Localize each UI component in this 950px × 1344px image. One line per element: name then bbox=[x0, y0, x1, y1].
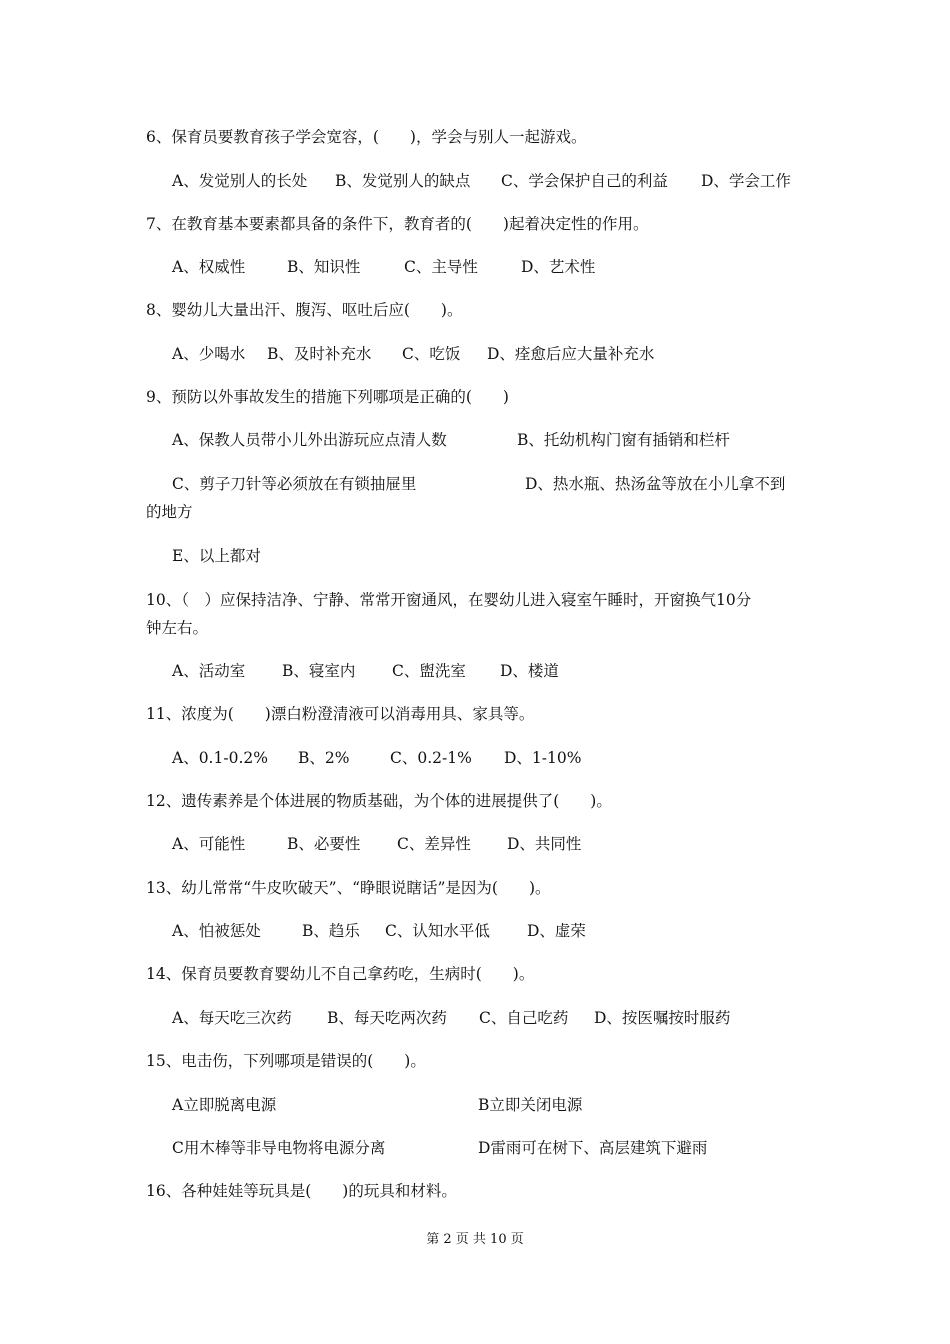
question-9-options-row2 bbox=[172, 474, 785, 494]
option-a: A、少喝水 bbox=[172, 345, 246, 363]
option-a: A、每天吃三次药 bbox=[172, 1009, 292, 1027]
option-d: D、痊愈后应大量补充水 bbox=[487, 345, 655, 363]
option-b: B、发觉别人的缺点 bbox=[335, 172, 471, 190]
question-14-options bbox=[172, 1008, 730, 1028]
option-d: D、楼道 bbox=[500, 662, 559, 680]
option-d: D、按医嘱按时服药 bbox=[594, 1009, 731, 1027]
option-d: D、共同性 bbox=[507, 835, 582, 853]
question-13-stem: 13、幼儿常常“牛皮吹破天”、“睁眼说瞎话”是因为( )。 bbox=[146, 879, 551, 897]
option-c: C、主导性 bbox=[404, 258, 478, 276]
question-15-options-row2 bbox=[172, 1138, 707, 1158]
option-d: D、艺术性 bbox=[521, 258, 596, 276]
question-8-stem: 8、婴幼儿大量出汗、腹泻、呕吐后应( )。 bbox=[146, 301, 463, 319]
question-12-options bbox=[172, 834, 581, 854]
option-c: C、认知水平低 bbox=[385, 922, 490, 940]
question-9-options-row1 bbox=[172, 430, 730, 450]
question-10-stem-wrap: 钟左右。 bbox=[146, 619, 209, 637]
question-6-stem: 6、保育员要教育孩子学会宽容，( )，学会与别人一起游戏。 bbox=[146, 128, 587, 146]
option-d: D、1-10% bbox=[504, 749, 582, 767]
question-9-option-d-wrap: 的地方 bbox=[146, 503, 193, 521]
question-16-stem: 16、各种娃娃等玩具是( )的玩具和材料。 bbox=[146, 1182, 457, 1200]
question-15-stem: 15、电击伤，下列哪项是错误的( )。 bbox=[146, 1052, 426, 1070]
option-b: B立即关闭电源 bbox=[478, 1096, 583, 1114]
option-a: A、活动室 bbox=[172, 662, 246, 680]
option-b: B、寝室内 bbox=[282, 662, 356, 680]
option-c: C、自己吃药 bbox=[479, 1009, 569, 1027]
page-number: 第 2 页 共 10 页 bbox=[426, 1232, 524, 1247]
option-d: D雷雨可在树下、高层建筑下避雨 bbox=[478, 1139, 708, 1157]
option-b: B、趋乐 bbox=[302, 922, 360, 940]
option-a: A、0.1-0.2% bbox=[172, 749, 268, 767]
question-11-options bbox=[172, 748, 581, 768]
question-11-stem: 11、浓度为( )漂白粉澄清液可以消毒用具、家具等。 bbox=[146, 705, 535, 723]
question-12-stem: 12、遗传素养是个体进展的物质基础，为个体的进展提供了( )。 bbox=[146, 792, 612, 810]
option-a: A、怕被惩处 bbox=[172, 922, 261, 940]
option-c: C用木棒等非导电物将电源分离 bbox=[172, 1139, 386, 1157]
question-6-options bbox=[172, 171, 791, 191]
question-8-options bbox=[172, 344, 654, 364]
option-b: B、知识性 bbox=[287, 258, 361, 276]
option-b: B、2% bbox=[298, 749, 350, 767]
option-d: D、虚荣 bbox=[527, 922, 586, 940]
option-a: A、发觉别人的长处 bbox=[172, 172, 308, 190]
question-10-options bbox=[172, 661, 559, 681]
question-7-stem: 7、在教育基本要素都具备的条件下，教育者的( )起着决定性的作用。 bbox=[146, 215, 649, 233]
option-b: B、及时补充水 bbox=[267, 345, 372, 363]
option-b: B、必要性 bbox=[287, 835, 361, 853]
option-b: B、托幼机构门窗有插销和栏杆 bbox=[517, 431, 730, 449]
option-c: C、差异性 bbox=[397, 835, 471, 853]
question-10-stem: 10、（ ）应保持洁净、宁静、常常开窗通风，在婴幼儿进入寝室午睡时，开窗换气10分 bbox=[146, 591, 752, 609]
option-c: C、0.2-1% bbox=[390, 749, 472, 767]
option-e: E、以上都对 bbox=[172, 547, 261, 565]
option-d: D、学会工作 bbox=[701, 172, 791, 190]
question-13-options bbox=[172, 921, 586, 941]
question-9-stem: 9、预防以外事故发生的措施下列哪项是正确的( ) bbox=[146, 388, 509, 406]
question-7-options bbox=[172, 257, 595, 277]
option-d: D、热水瓶、热汤盆等放在小儿拿不到 bbox=[525, 475, 786, 493]
option-a: A、保教人员带小儿外出游玩应点清人数 bbox=[172, 431, 447, 449]
option-a: A、权威性 bbox=[172, 258, 246, 276]
question-15-options-row1 bbox=[172, 1095, 582, 1115]
question-14-stem: 14、保育员要教育婴幼儿不自己拿药吃，生病时( )。 bbox=[146, 965, 535, 983]
option-a: A、可能性 bbox=[172, 835, 246, 853]
option-a: A立即脱离电源 bbox=[172, 1096, 277, 1114]
option-c: C、吃饭 bbox=[402, 345, 461, 363]
option-c: C、盥洗室 bbox=[392, 662, 466, 680]
option-b: B、每天吃两次药 bbox=[327, 1009, 447, 1027]
option-c: C、剪子刀针等必须放在有锁抽屉里 bbox=[172, 475, 417, 493]
option-c: C、学会保护自己的利益 bbox=[501, 172, 668, 190]
